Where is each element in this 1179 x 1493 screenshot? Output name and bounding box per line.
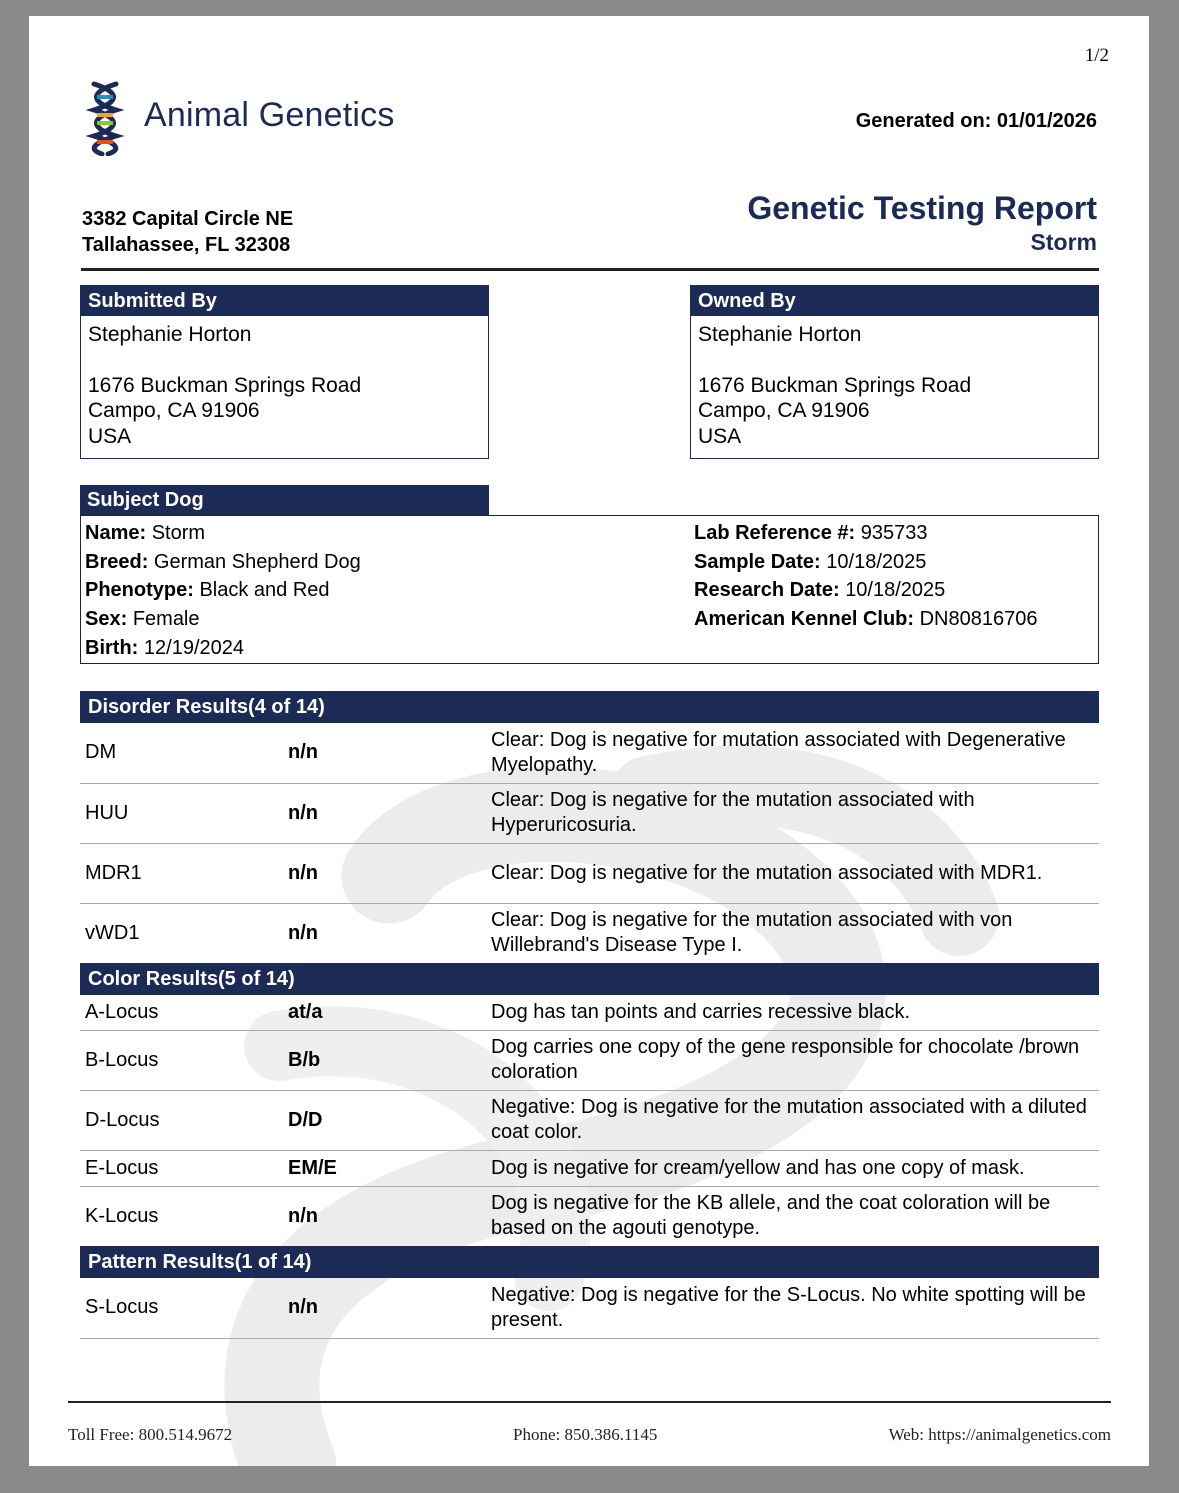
owned-by-city: Campo, CA 91906 [698, 399, 870, 422]
owned-by-name: Stephanie Horton [698, 323, 862, 346]
table-row: E-Locus EM/E Dog is negative for cream/yellow and has one copy of mask. [80, 1150, 1099, 1186]
subject-dog-heading: Subject Dog [80, 485, 489, 515]
table-row: D-Locus D/D Negative: Dog is negative for the mutation associated with a diluted coat color. [80, 1090, 1099, 1150]
submitted-by-heading: Submitted By [81, 286, 488, 316]
subject-sex: Sex: Female [85, 608, 200, 631]
subject-birth: Birth: 12/19/2024 [85, 636, 244, 659]
subject-right-column [694, 519, 1037, 634]
header-divider [81, 268, 1099, 271]
owned-by-box [690, 285, 1099, 459]
dna-helix-icon [84, 80, 128, 156]
table-row: A-Locus at/a Dog has tan points and carries recessive black. [80, 995, 1099, 1030]
report-dog-name: Storm [1030, 229, 1097, 255]
owned-by-country: USA [698, 424, 742, 448]
lab-address-line1: 3382 Capital Circle NE [82, 208, 294, 230]
lab-address [82, 206, 293, 258]
subject-dog-box [80, 515, 1099, 664]
generated-date: 01/01/2026 [996, 110, 1097, 132]
subject-phenotype: Phenotype: Black and Red [85, 579, 330, 602]
page-number: 1/2 [1084, 45, 1109, 66]
footer-phone: Phone: 850.386.1145 [513, 1425, 658, 1444]
section-header-disorder: Disorder Results(4 of 14) [80, 691, 1099, 723]
lab-address-line2: Tallahassee, FL 32308 [82, 234, 291, 256]
table-row: B-Locus B/b Dog carries one copy of the gene responsible for chocolate /brown coloration [80, 1030, 1099, 1090]
submitted-by-street: 1676 Buckman Springs Road [88, 373, 362, 397]
subject-akc-number: American Kennel Club: DN80816706 [694, 608, 1038, 631]
table-row: S-Locus n/n Negative: Dog is negative for the S-Locus. No white spotting will be present. [80, 1278, 1099, 1338]
subject-research-date: Research Date: 10/18/2025 [694, 579, 946, 602]
owned-by-street: 1676 Buckman Springs Road [698, 373, 972, 397]
subject-left-column [85, 519, 361, 663]
submitted-by-city: Campo, CA 91906 [88, 399, 260, 422]
footer-toll-free: Toll Free: 800.514.9672 [68, 1425, 233, 1444]
brand-name: Animal Genetics [144, 96, 395, 134]
generated-on [856, 110, 1097, 133]
subject-breed: Breed: German Shepherd Dog [85, 550, 361, 573]
generated-label: Generated on: [855, 110, 992, 132]
footer-website-link[interactable]: Web: https://animalgenetics.com [888, 1425, 1111, 1444]
table-row: vWD1 n/n Clear: Dog is negative for the mutation associated with von Willebrand's Disease Type I. [85, 909, 1013, 957]
submitted-by-name: Stephanie Horton [88, 323, 252, 346]
section-header-color: Color Results(5 of 14) [80, 963, 1099, 995]
table-row: HUU n/n Clear: Dog is negative for the mutation associated with Hyperuricosuria. [80, 783, 1099, 843]
submitted-by-box [80, 285, 489, 459]
results-table [80, 691, 1099, 1339]
report-title: Genetic Testing Report [747, 190, 1097, 226]
table-row: MDR1 n/n Clear: Dog is negative for the mutation associated with MDR1. [80, 843, 1099, 903]
footer-divider [68, 1401, 1111, 1403]
brand-logo [84, 80, 444, 156]
table-row: K-Locus n/n Dog is negative for the KB allele, and the coat coloration will be based on the agouti genotype. [85, 1192, 1051, 1240]
submitted-by-country: USA [88, 424, 132, 448]
subject-name: Name: Storm [85, 522, 206, 544]
owned-by-heading: Owned By [691, 286, 1098, 316]
subject-lab-reference: Lab Reference #: 935733 [694, 522, 928, 544]
section-header-pattern: Pattern Results(1 of 14) [80, 1246, 1099, 1278]
report-page [29, 16, 1149, 1466]
table-row: DM n/n Clear: Dog is negative for mutation associated with Degenerative Myelopathy. [80, 723, 1099, 783]
subject-sample-date: Sample Date: 10/18/2025 [694, 550, 927, 573]
